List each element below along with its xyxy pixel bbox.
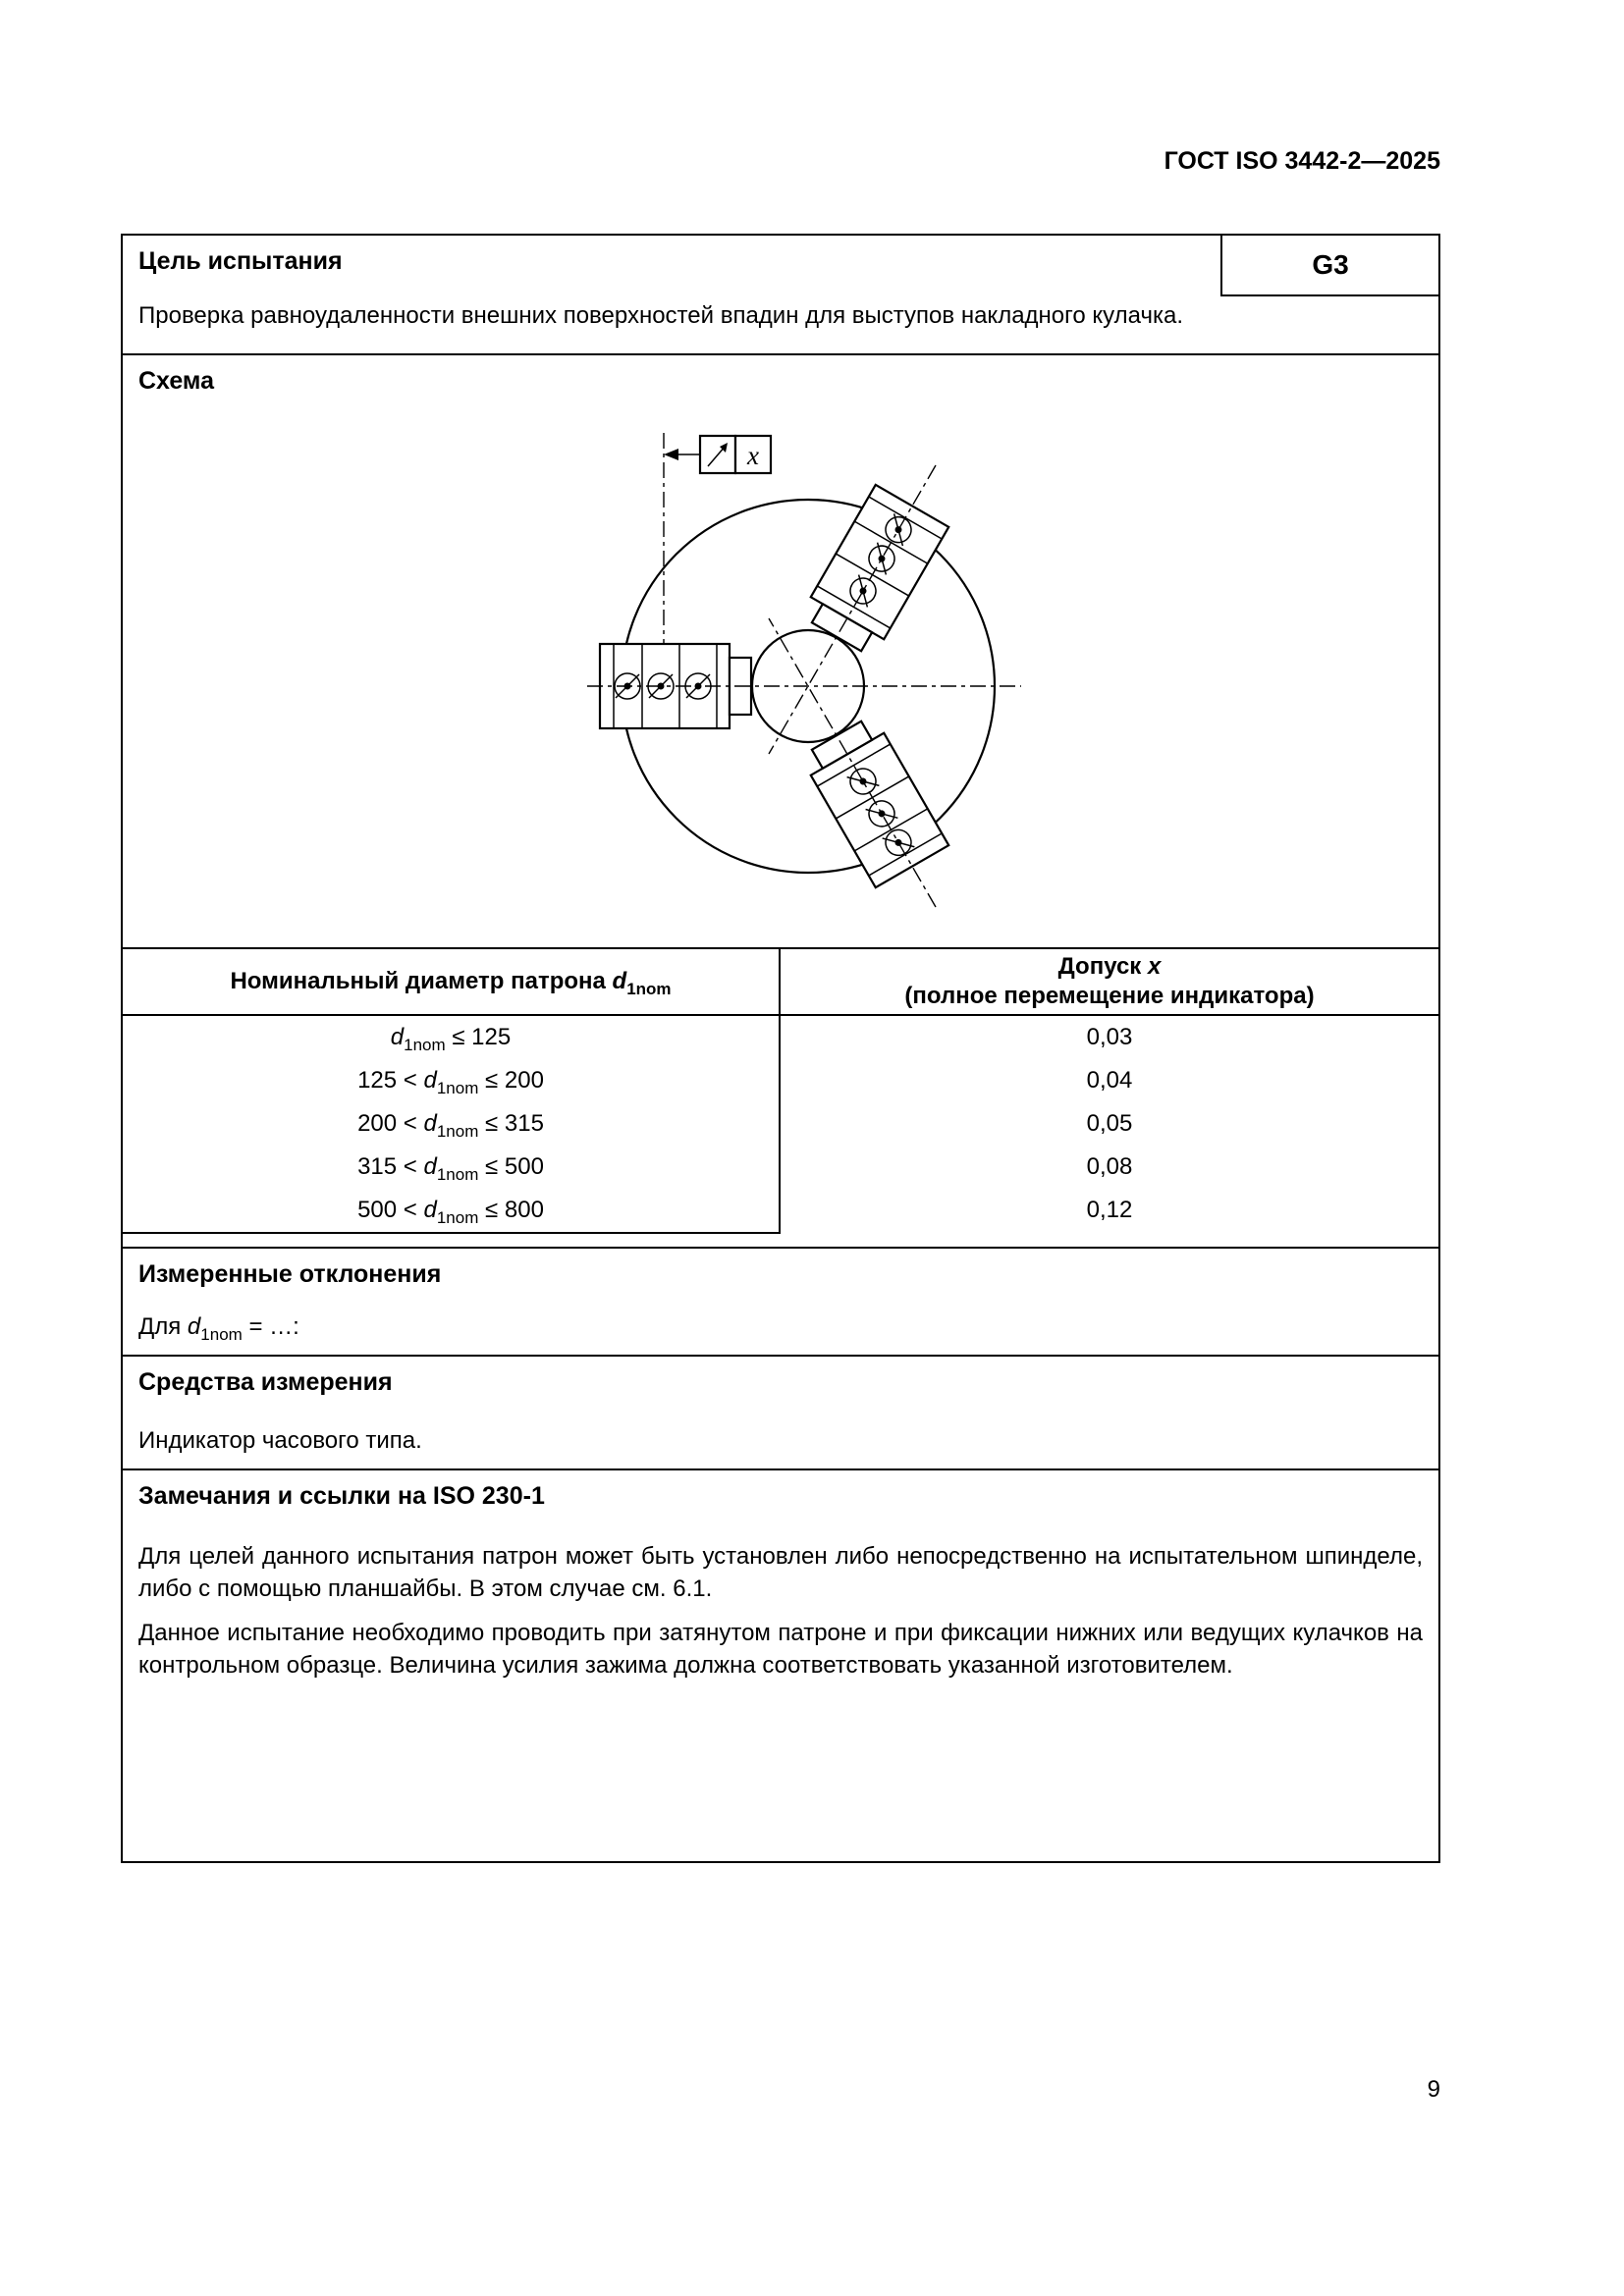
tolerance-table-header xyxy=(123,949,1438,1016)
test-card-table xyxy=(121,234,1440,1863)
col-header-tolerance: Допуск x (полное перемещение индикатора) xyxy=(904,953,1315,1009)
purpose-text: Проверка равноудаленности внешних поверхностей впадин для выступов накладного кулачка. xyxy=(138,302,1184,329)
tolerance-table-body xyxy=(123,1016,1438,1247)
table-row: $315 < d_{1nom} \le 500$ 0,08 xyxy=(123,1146,1438,1189)
doc-header: ГОСТ ISO 3442-2—2025 xyxy=(1164,147,1440,175)
col-header-diameter: Номинальный диаметр патрона $d_{1nom}$ xyxy=(123,949,781,1014)
leader-arrowhead xyxy=(664,449,678,460)
notes-paragraph-2: Данное испытание необходимо проводить при затянутом патроне и при фиксации нижних или ведущих кулачков на контрольном образце. Величина усилия зажима должна соответствовать указанной изготовителем. xyxy=(138,1620,1423,1679)
instruments-text: Индикатор часового типа. xyxy=(138,1427,422,1454)
instruments-title: Средства измерения xyxy=(138,1368,393,1396)
measured-line: Для $d_{1nom}$ = …: xyxy=(138,1313,299,1344)
notes-paragraph-1: Для целей данного испытания патрон может быть установлен либо непосредственно на испытательном шпинделе, либо с помощью планшайбы. В этом случае см. 6.1. xyxy=(138,1543,1423,1602)
tolerance-flag xyxy=(700,436,771,473)
measured-title: Измеренные отклонения xyxy=(138,1260,442,1288)
test-code-badge: G3 xyxy=(1220,236,1438,296)
table-row: $125 < d_{1nom} \le 200$ 0,04 xyxy=(123,1059,1438,1102)
page-number: 9 xyxy=(1427,2076,1440,2103)
schema-title: Схема xyxy=(138,367,214,395)
chuck-drawing xyxy=(504,401,1132,922)
section-instruments xyxy=(123,1355,1438,1468)
table-spacer xyxy=(123,1234,1438,1247)
table-row: $200 < d_{1nom} \le 315$ 0,05 xyxy=(123,1102,1438,1146)
tolerance-symbol-label: x xyxy=(747,441,759,470)
purpose-title: Цель испытания xyxy=(138,247,343,275)
section-notes xyxy=(123,1468,1438,1861)
section-purpose xyxy=(123,236,1438,355)
notes-title: Замечания и ссылки на ISO 230-1 xyxy=(138,1482,545,1510)
table-row: $d_{1nom} \le 125$ 0,03 xyxy=(123,1016,1438,1059)
table-row: $500 < d_{1nom} \le 800$ 0,12 xyxy=(123,1189,1438,1234)
section-measured-deviations xyxy=(123,1247,1438,1355)
section-schema xyxy=(123,355,1438,949)
